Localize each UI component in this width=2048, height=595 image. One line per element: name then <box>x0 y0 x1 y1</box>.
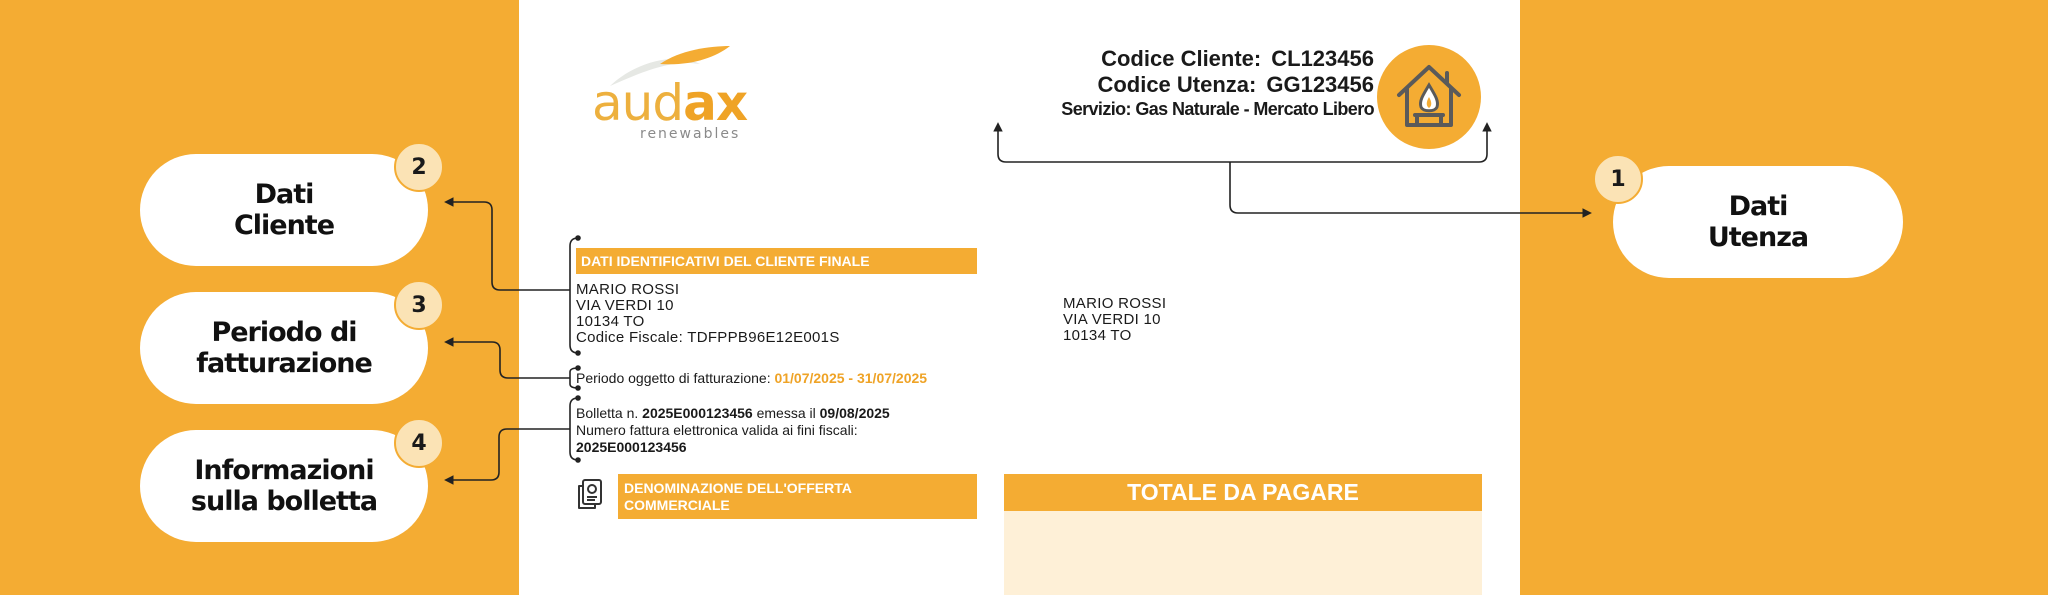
badge-1: 1 <box>1593 154 1643 204</box>
customer-details <box>576 282 840 346</box>
billing-period-label: Periodo oggetto di fatturazione: <box>576 370 771 386</box>
codice-cliente <box>1101 46 1374 72</box>
callout-dati-utenza-line1: Dati <box>1728 190 1788 222</box>
servizio-text: Servizio: Gas Naturale - Mercato Libero <box>1061 99 1374 119</box>
logo-subtitle: renewables <box>640 126 741 142</box>
billing-period <box>576 370 927 387</box>
logo-text-bold: ax <box>683 74 748 132</box>
offer-title-line1: DENOMINAZIONE DELL'OFFERTA <box>624 480 852 496</box>
shipping-address <box>1063 296 1166 344</box>
codice-cliente-value: CL123456 <box>1271 46 1374 71</box>
customer-street: VIA VERDI 10 <box>576 297 674 314</box>
service-badge <box>1377 45 1481 149</box>
callout-informazioni-line2: sulla bolletta <box>190 486 378 517</box>
badge-2: 2 <box>394 142 444 192</box>
invoice-electronic-label: Numero fattura elettronica valida ai fini fiscali: <box>576 422 858 438</box>
invoice-prefix: Bolletta n. <box>576 405 639 421</box>
invoice-electronic-number: 2025E000123456 <box>576 439 687 455</box>
codice-utenza <box>1097 72 1374 98</box>
callout-dati-utenza-line2: Utenza <box>1707 222 1809 253</box>
logo-text-light: aud <box>592 74 684 132</box>
callout-periodo <box>140 292 428 404</box>
offer-title <box>618 474 977 519</box>
shipping-name: MARIO ROSSI <box>1063 295 1167 312</box>
callout-informazioni <box>140 430 428 542</box>
document-certificate-icon <box>575 478 605 512</box>
invoice-number: 2025E000123456 <box>642 405 753 421</box>
invoice-issued-label: emessa il <box>756 405 816 421</box>
customer-name: MARIO ROSSI <box>576 281 680 298</box>
offer-title-line2: COMMERCIALE <box>624 497 730 513</box>
callout-periodo-line1: Periodo di <box>211 316 357 348</box>
shipping-city: 10134 TO <box>1063 327 1132 344</box>
callout-periodo-line2: fatturazione <box>196 348 372 379</box>
codice-utenza-value: GG123456 <box>1266 72 1374 97</box>
codice-utenza-label: Codice Utenza: <box>1097 72 1257 97</box>
badge-4: 4 <box>394 418 444 468</box>
callout-dati-cliente-line2: Cliente <box>233 210 335 241</box>
house-flame-icon <box>1377 45 1481 149</box>
customer-fiscal-code: Codice Fiscale: TDFPPB96E12E001S <box>576 329 840 346</box>
callout-dati-cliente-line1: Dati <box>254 178 314 210</box>
customer-section-title: DATI IDENTIFICATIVI DEL CLIENTE FINALE <box>576 248 977 274</box>
brand-logo <box>592 74 748 132</box>
callout-dati-cliente <box>140 154 428 266</box>
codice-cliente-label: Codice Cliente: <box>1101 46 1262 71</box>
badge-3: 3 <box>394 280 444 330</box>
customer-city: 10134 TO <box>576 313 645 330</box>
shipping-street: VIA VERDI 10 <box>1063 311 1161 328</box>
total-title: TOTALE DA PAGARE <box>1004 474 1482 511</box>
billing-period-value: 01/07/2025 - 31/07/2025 <box>774 370 928 386</box>
invoice-issued-date: 09/08/2025 <box>819 405 890 421</box>
callout-dati-utenza <box>1613 166 1903 278</box>
invoice-info <box>576 405 890 456</box>
callout-informazioni-line1: Informazioni <box>194 454 374 486</box>
